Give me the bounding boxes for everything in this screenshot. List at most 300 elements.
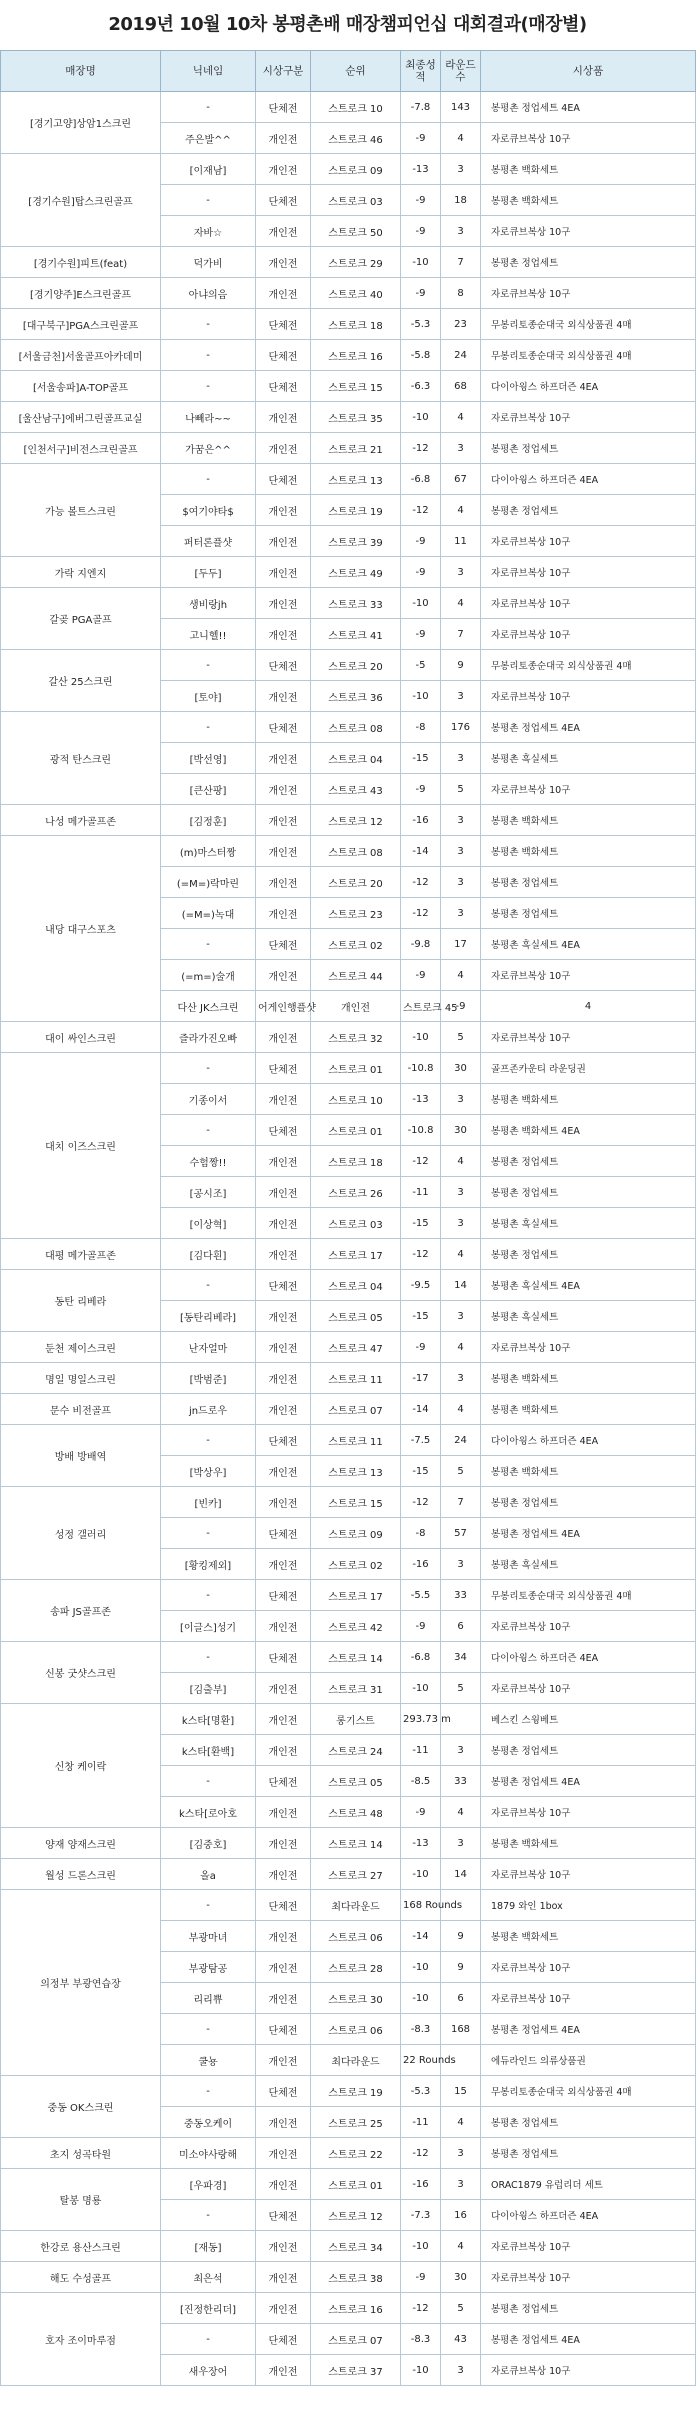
award-type-cell: 개인전 bbox=[256, 1084, 311, 1115]
rank-cell: 스트로크 43 bbox=[311, 774, 401, 805]
rounds-cell: 4 bbox=[481, 991, 696, 1022]
nickname-cell: k스타[로아호 bbox=[161, 1797, 256, 1828]
header-final-score: 최종성적 bbox=[401, 51, 441, 92]
table-row bbox=[1, 2169, 696, 2200]
nickname-cell: - bbox=[161, 1115, 256, 1146]
table-row bbox=[1, 1022, 696, 1053]
store-cell: 대평 메가골프존 bbox=[1, 1239, 161, 1270]
rank-cell: 스트로크 01 bbox=[311, 1115, 401, 1146]
rounds-cell: 3 bbox=[441, 216, 481, 247]
rank-cell: 스트로크 25 bbox=[311, 2107, 401, 2138]
score-cell: -8.3 bbox=[401, 2014, 441, 2045]
rank-cell: 스트로크 19 bbox=[311, 495, 401, 526]
rounds-cell: 3 bbox=[441, 154, 481, 185]
rank-cell: 스트로크 42 bbox=[311, 1611, 401, 1642]
nickname-cell: 기종이서 bbox=[161, 1084, 256, 1115]
score-cell: -7.3 bbox=[401, 2200, 441, 2231]
rounds-cell: 4 bbox=[441, 2107, 481, 2138]
nickname-cell: [김출부] bbox=[161, 1673, 256, 1704]
nickname-cell: - bbox=[161, 92, 256, 123]
prize-cell: 봉평촌 정업세트 bbox=[481, 1735, 696, 1766]
award-type-cell: 개인전 bbox=[256, 1921, 311, 1952]
nickname-cell: 나빼라~~ bbox=[161, 402, 256, 433]
rounds-cell: 9 bbox=[441, 1921, 481, 1952]
store-cell: 둔천 제이스크린 bbox=[1, 1332, 161, 1363]
rank-cell: 스트로크 33 bbox=[311, 588, 401, 619]
nickname-cell: k스타[명환] bbox=[161, 1704, 256, 1735]
table-row bbox=[1, 1394, 696, 1425]
nickname-cell: 덕가비 bbox=[161, 247, 256, 278]
score-cell: -9 bbox=[401, 1797, 441, 1828]
prize-cell: 봉평촌 백화세트 bbox=[481, 185, 696, 216]
score-cell: -10 bbox=[401, 1983, 441, 2014]
prize-cell: 무봉리토종순대국 외식상품권 4매 bbox=[481, 340, 696, 371]
award-type-cell: 단체전 bbox=[256, 185, 311, 216]
prize-cell: 자로큐브복상 10구 bbox=[481, 1332, 696, 1363]
header-rank: 순위 bbox=[311, 51, 401, 92]
award-type-cell: 개인전 bbox=[256, 1611, 311, 1642]
table-row bbox=[1, 712, 696, 743]
rounds-cell: 4 bbox=[441, 960, 481, 991]
rounds-cell: 30 bbox=[441, 1053, 481, 1084]
table-row bbox=[1, 340, 696, 371]
nickname-cell: [박상우] bbox=[161, 1456, 256, 1487]
nickname-cell: 쿨뇽 bbox=[161, 2045, 256, 2076]
store-cell: 대이 싸인스크린 bbox=[1, 1022, 161, 1053]
score-cell: -10 bbox=[401, 2355, 441, 2386]
prize-cell: 봉평촌 백화세트 bbox=[481, 1921, 696, 1952]
nickname-cell: 생비랑jh bbox=[161, 588, 256, 619]
rank-cell: 스트로크 15 bbox=[311, 1487, 401, 1518]
rounds-cell: 67 bbox=[441, 464, 481, 495]
rank-cell: 스트로크 23 bbox=[311, 898, 401, 929]
award-type-cell: 개인전 bbox=[256, 1208, 311, 1239]
rank-cell: 스트로크 49 bbox=[311, 557, 401, 588]
score-cell: -12 bbox=[401, 898, 441, 929]
score-cell: -5.8 bbox=[401, 340, 441, 371]
table-row bbox=[1, 1859, 696, 1890]
score-cell: -9 bbox=[401, 960, 441, 991]
rank-cell: 스트로크 02 bbox=[311, 1549, 401, 1580]
score-cell: -14 bbox=[401, 1394, 441, 1425]
table-body bbox=[1, 92, 696, 2386]
store-cell: 성정 갤러리 bbox=[1, 1487, 161, 1580]
score-cell: -12 bbox=[401, 1146, 441, 1177]
prize-cell: 자로큐브복상 10구 bbox=[481, 526, 696, 557]
rank-cell: 스트로크 35 bbox=[311, 402, 401, 433]
award-type-cell: 개인전 bbox=[256, 1735, 311, 1766]
award-type-cell: 개인전 bbox=[256, 526, 311, 557]
table-row bbox=[1, 2262, 696, 2293]
rank-cell: 스트로크 26 bbox=[311, 1177, 401, 1208]
award-type-cell: 단체전 bbox=[256, 2076, 311, 2107]
nickname-cell: 가꿈은^^ bbox=[161, 433, 256, 464]
award-type-cell: 단체전 bbox=[256, 650, 311, 681]
score-cell: -9 bbox=[401, 123, 441, 154]
award-type-cell: 개인전 bbox=[256, 1549, 311, 1580]
table-row bbox=[1, 836, 696, 867]
rounds-cell: 3 bbox=[441, 433, 481, 464]
prize-cell: 봉평촌 백화세트 bbox=[481, 805, 696, 836]
rounds-cell: 3 bbox=[441, 1549, 481, 1580]
award-type-cell: 개인전 bbox=[256, 1022, 311, 1053]
nickname-cell: [황킹제외] bbox=[161, 1549, 256, 1580]
nickname-cell: [김정훈] bbox=[161, 805, 256, 836]
award-type-cell: 개인전 bbox=[256, 1487, 311, 1518]
award-type-cell: 단체전 bbox=[256, 712, 311, 743]
score-cell: -8.3 bbox=[401, 2324, 441, 2355]
table-row bbox=[1, 371, 696, 402]
rank-cell: 스트로크 07 bbox=[311, 2324, 401, 2355]
nickname-cell: [이상혁] bbox=[161, 1208, 256, 1239]
prize-cell: 자로큐브복상 10구 bbox=[481, 2262, 696, 2293]
prize-cell: 자로큐브복상 10구 bbox=[481, 774, 696, 805]
prize-cell: 봉평촌 정업세트 bbox=[481, 433, 696, 464]
award-type-cell: 개인전 bbox=[256, 2138, 311, 2169]
header-round-count: 라운드수 bbox=[441, 51, 481, 92]
score-cell: -9.5 bbox=[401, 1270, 441, 1301]
rank-cell: 스트로크 14 bbox=[311, 1642, 401, 1673]
rank-cell: 스트로크 10 bbox=[311, 92, 401, 123]
rank-cell: 스트로크 06 bbox=[311, 2014, 401, 2045]
score-cell: -9 bbox=[401, 278, 441, 309]
award-type-cell: 개인전 bbox=[256, 2293, 311, 2324]
rank-cell: 스트로크 02 bbox=[311, 929, 401, 960]
score-cell: -8 bbox=[401, 1518, 441, 1549]
nickname-cell: 주은발^^ bbox=[161, 123, 256, 154]
score-cell: -5.3 bbox=[401, 309, 441, 340]
nickname-cell: (m)마스터짱 bbox=[161, 836, 256, 867]
nickname-cell: jn드로우 bbox=[161, 1394, 256, 1425]
rounds-cell: 3 bbox=[441, 557, 481, 588]
nickname-cell: 부광마녀 bbox=[161, 1921, 256, 1952]
rank-cell: 롱기스트 bbox=[311, 1704, 401, 1735]
store-cell: [울산남구]에버그린골프교실 bbox=[1, 402, 161, 433]
prize-cell: 자로큐브복상 10구 bbox=[481, 588, 696, 619]
store-cell: 명일 명일스크린 bbox=[1, 1363, 161, 1394]
score-cell: -15 bbox=[401, 1456, 441, 1487]
score-cell: -10 bbox=[401, 2231, 441, 2262]
prize-cell: 자로큐브복상 10구 bbox=[481, 2231, 696, 2262]
rounds-cell: 3 bbox=[441, 1084, 481, 1115]
prize-cell: 봉평촌 정업세트 bbox=[481, 898, 696, 929]
score-cell: -5.5 bbox=[401, 1580, 441, 1611]
award-type-cell: 개인전 bbox=[256, 495, 311, 526]
prize-cell: 다이아윙스 하프더즌 4EA bbox=[481, 2200, 696, 2231]
prize-cell: 자로큐브복상 10구 bbox=[481, 1022, 696, 1053]
table-header-row bbox=[1, 51, 696, 92]
rank-cell: 스트로크 20 bbox=[311, 867, 401, 898]
store-cell: 가능 볼트스크린 bbox=[1, 464, 161, 557]
rounds-cell: 3 bbox=[441, 1177, 481, 1208]
award-type-cell: 개인전 bbox=[256, 1983, 311, 2014]
nickname-cell: - bbox=[161, 2014, 256, 2045]
store-cell: 초지 성곡타원 bbox=[1, 2138, 161, 2169]
table-row bbox=[1, 2231, 696, 2262]
rank-cell: 스트로크 38 bbox=[311, 2262, 401, 2293]
store-cell: 신창 케이락 bbox=[1, 1704, 161, 1828]
score-cell: 168 Rounds bbox=[401, 1890, 441, 1921]
prize-cell: 무봉리토종순대국 외식상품권 4매 bbox=[481, 1580, 696, 1611]
award-type-cell: 개인전 bbox=[256, 1239, 311, 1270]
rounds-cell: 3 bbox=[441, 1828, 481, 1859]
nickname-cell: - bbox=[161, 1518, 256, 1549]
award-type-cell: 단체전 bbox=[256, 464, 311, 495]
rounds-cell: 143 bbox=[441, 92, 481, 123]
table-row bbox=[1, 1704, 696, 1735]
award-type-cell: 개인전 bbox=[256, 2355, 311, 2386]
nickname-cell: 리리쀼 bbox=[161, 1983, 256, 2014]
nickname-cell: 자바☆ bbox=[161, 216, 256, 247]
header-store: 매장명 bbox=[1, 51, 161, 92]
store-cell: 갈곶 PGA골프 bbox=[1, 588, 161, 650]
nickname-cell: [김다흰] bbox=[161, 1239, 256, 1270]
award-type-cell: 개인전 bbox=[256, 588, 311, 619]
prize-cell: 다이아윙스 하프더즌 4EA bbox=[481, 371, 696, 402]
nickname-cell: (=m=)술개 bbox=[161, 960, 256, 991]
award-type-cell: 단체전 bbox=[256, 929, 311, 960]
award-type-cell: 단체전 bbox=[256, 1766, 311, 1797]
award-type-cell: 단체전 bbox=[256, 1115, 311, 1146]
rank-cell: 스트로크 07 bbox=[311, 1394, 401, 1425]
prize-cell: 에듀라인드 의류상품권 bbox=[481, 2045, 696, 2076]
rounds-cell: 8 bbox=[441, 278, 481, 309]
rounds-cell: 5 bbox=[441, 774, 481, 805]
store-cell: 해도 수성골프 bbox=[1, 2262, 161, 2293]
prize-cell: 봉평촌 백화세트 bbox=[481, 154, 696, 185]
table-row bbox=[1, 1425, 696, 1456]
prize-cell: 봉평촌 백화세트 4EA bbox=[481, 1115, 696, 1146]
store-cell: [인천서구]비전스크린골프 bbox=[1, 433, 161, 464]
rounds-cell: 5 bbox=[441, 1456, 481, 1487]
score-cell: -6.3 bbox=[401, 371, 441, 402]
rank-cell: 스트로크 12 bbox=[311, 805, 401, 836]
rank-cell: 스트로크 48 bbox=[311, 1797, 401, 1828]
score-cell: -10 bbox=[401, 1022, 441, 1053]
score-cell: -15 bbox=[401, 1301, 441, 1332]
rank-cell: 스트로크 10 bbox=[311, 1084, 401, 1115]
score-cell: -10 bbox=[401, 247, 441, 278]
table-row bbox=[1, 557, 696, 588]
prize-cell: 봉평촌 정업세트 bbox=[481, 1177, 696, 1208]
nickname-cell: 수험짱!! bbox=[161, 1146, 256, 1177]
rounds-cell: 4 bbox=[441, 495, 481, 526]
rank-cell: 스트로크 27 bbox=[311, 1859, 401, 1890]
nickname-cell: 부광탐공 bbox=[161, 1952, 256, 1983]
prize-cell: 봉평촌 흑실세트 4EA bbox=[481, 1270, 696, 1301]
award-type-cell: 개인전 bbox=[256, 2169, 311, 2200]
nickname-cell: - bbox=[161, 1890, 256, 1921]
table-row bbox=[1, 588, 696, 619]
prize-cell: 봉평촌 정업세트 bbox=[481, 1487, 696, 1518]
rounds-cell: 4 bbox=[441, 588, 481, 619]
rounds-cell: 3 bbox=[441, 2138, 481, 2169]
prize-cell: 다이아윙스 하프더즌 4EA bbox=[481, 1425, 696, 1456]
prize-cell: 봉평촌 정업세트 bbox=[481, 867, 696, 898]
nickname-cell: [이재남] bbox=[161, 154, 256, 185]
rank-cell: 스트로크 31 bbox=[311, 1673, 401, 1704]
nickname-cell: k스타[환백] bbox=[161, 1735, 256, 1766]
award-type-cell: 단체전 bbox=[256, 1518, 311, 1549]
nickname-cell: - bbox=[161, 309, 256, 340]
nickname-cell: 미소야사랑해 bbox=[161, 2138, 256, 2169]
rank-cell: 스트로크 39 bbox=[311, 526, 401, 557]
score-cell: -16 bbox=[401, 2169, 441, 2200]
rounds-cell: 16 bbox=[441, 2200, 481, 2231]
prize-cell: 봉평촌 정업세트 4EA bbox=[481, 1518, 696, 1549]
nickname-cell: [빈카] bbox=[161, 1487, 256, 1518]
award-type-cell: 개인전 bbox=[256, 898, 311, 929]
prize-cell: 자로큐브복상 10구 bbox=[481, 2355, 696, 2386]
store-cell: 나성 메가골프존 bbox=[1, 805, 161, 836]
score-cell: -10 bbox=[401, 1859, 441, 1890]
nickname-cell: - bbox=[161, 650, 256, 681]
rank-cell: 스트로크 03 bbox=[311, 185, 401, 216]
prize-cell: 자로큐브복상 10구 bbox=[481, 557, 696, 588]
prize-cell: 자로큐브복상 10구 bbox=[481, 1859, 696, 1890]
nickname-cell: 난자얼마 bbox=[161, 1332, 256, 1363]
prize-cell: ORAC1879 유럽리더 세트 bbox=[481, 2169, 696, 2200]
award-type-cell: 개인전 bbox=[311, 991, 401, 1022]
store-cell: [서울금천]서울골프아카데미 bbox=[1, 340, 161, 371]
nickname-cell: - bbox=[161, 2324, 256, 2355]
prize-cell: 봉평촌 정업세트 4EA bbox=[481, 92, 696, 123]
score-cell: -6.8 bbox=[401, 1642, 441, 1673]
nickname-cell: - bbox=[161, 929, 256, 960]
score-cell: -10.8 bbox=[401, 1053, 441, 1084]
score-cell: -9 bbox=[441, 991, 481, 1022]
score-cell: -9 bbox=[401, 216, 441, 247]
rank-cell: 스트로크 13 bbox=[311, 464, 401, 495]
store-cell: [서울송파]A-TOP골프 bbox=[1, 371, 161, 402]
rank-cell: 스트로크 24 bbox=[311, 1735, 401, 1766]
prize-cell: 봉평촌 정업세트 4EA bbox=[481, 2324, 696, 2355]
award-type-cell: 개인전 bbox=[256, 1828, 311, 1859]
score-cell: -16 bbox=[401, 1549, 441, 1580]
score-cell: 293.73 m bbox=[401, 1704, 441, 1735]
nickname-cell: 어게인행플샷 bbox=[256, 991, 311, 1022]
prize-cell: 자로큐브복상 10구 bbox=[481, 278, 696, 309]
nickname-cell: [재동] bbox=[161, 2231, 256, 2262]
award-type-cell: 개인전 bbox=[256, 433, 311, 464]
table-row bbox=[1, 650, 696, 681]
rank-cell: 최다라운드 bbox=[311, 1890, 401, 1921]
award-type-cell: 단체전 bbox=[256, 92, 311, 123]
nickname-cell: [박선영] bbox=[161, 743, 256, 774]
nickname-cell: [토야] bbox=[161, 681, 256, 712]
award-type-cell: 개인전 bbox=[256, 2045, 311, 2076]
header-award-type: 시상구분 bbox=[256, 51, 311, 92]
nickname-cell: [공시조] bbox=[161, 1177, 256, 1208]
table-row bbox=[1, 278, 696, 309]
rounds-cell: 9 bbox=[441, 1952, 481, 1983]
prize-cell: 자로큐브복상 10구 bbox=[481, 619, 696, 650]
store-cell: 방배 방배역 bbox=[1, 1425, 161, 1487]
store-cell: 신봉 굿샷스크린 bbox=[1, 1642, 161, 1704]
award-type-cell: 개인전 bbox=[256, 557, 311, 588]
score-cell: -14 bbox=[401, 1921, 441, 1952]
rounds-cell: 4 bbox=[441, 1239, 481, 1270]
rank-cell: 스트로크 32 bbox=[311, 1022, 401, 1053]
nickname-cell: [우파경] bbox=[161, 2169, 256, 2200]
award-type-cell: 단체전 bbox=[256, 2324, 311, 2355]
award-type-cell: 개인전 bbox=[256, 1952, 311, 1983]
award-type-cell: 개인전 bbox=[256, 247, 311, 278]
score-cell: -10 bbox=[401, 588, 441, 619]
store-cell: 광적 탄스크린 bbox=[1, 712, 161, 805]
prize-cell: 자로큐브복상 10구 bbox=[481, 1797, 696, 1828]
prize-cell: 봉평촌 백화세트 bbox=[481, 1828, 696, 1859]
table-row bbox=[1, 1642, 696, 1673]
nickname-cell: [김중호] bbox=[161, 1828, 256, 1859]
rank-cell: 스트로크 21 bbox=[311, 433, 401, 464]
score-cell: -10 bbox=[401, 1673, 441, 1704]
rounds-cell: 11 bbox=[441, 526, 481, 557]
table-row bbox=[1, 464, 696, 495]
score-cell: -12 bbox=[401, 2138, 441, 2169]
rounds-cell: 4 bbox=[441, 123, 481, 154]
nickname-cell: - bbox=[161, 1425, 256, 1456]
rank-cell: 스트로크 06 bbox=[311, 1921, 401, 1952]
rounds-cell: 7 bbox=[441, 619, 481, 650]
rounds-cell: 15 bbox=[441, 2076, 481, 2107]
score-cell: -13 bbox=[401, 154, 441, 185]
prize-cell: 자로큐브복상 10구 bbox=[481, 960, 696, 991]
prize-cell: 봉평촌 백화세트 bbox=[481, 1084, 696, 1115]
rounds-cell: 24 bbox=[441, 1425, 481, 1456]
rank-cell: 스트로크 05 bbox=[311, 1301, 401, 1332]
nickname-cell: 최은석 bbox=[161, 2262, 256, 2293]
rounds-cell: 24 bbox=[441, 340, 481, 371]
score-cell: -9.8 bbox=[401, 929, 441, 960]
score-cell: -11 bbox=[401, 1177, 441, 1208]
score-cell: -11 bbox=[401, 2107, 441, 2138]
nickname-cell: - bbox=[161, 712, 256, 743]
store-cell: 가락 지엔지 bbox=[1, 557, 161, 588]
score-cell: -9 bbox=[401, 185, 441, 216]
score-cell: -17 bbox=[401, 1363, 441, 1394]
score-cell: -14 bbox=[401, 836, 441, 867]
table-row bbox=[1, 2076, 696, 2107]
award-type-cell: 개인전 bbox=[256, 278, 311, 309]
nickname-cell: [박범준] bbox=[161, 1363, 256, 1394]
table-row bbox=[1, 1332, 696, 1363]
table-row bbox=[1, 1828, 696, 1859]
table-row bbox=[1, 1270, 696, 1301]
nickname-cell: [이글스]성기 bbox=[161, 1611, 256, 1642]
rounds-cell: 34 bbox=[441, 1642, 481, 1673]
rank-cell: 스트로크 04 bbox=[311, 1270, 401, 1301]
score-cell: -9 bbox=[401, 774, 441, 805]
prize-cell: 봉평촌 정업세트 bbox=[481, 1239, 696, 1270]
prize-cell: 봉평촌 정업세트 4EA bbox=[481, 2014, 696, 2045]
score-cell: -9 bbox=[401, 557, 441, 588]
score-cell: -8 bbox=[401, 712, 441, 743]
score-cell: -9 bbox=[401, 1611, 441, 1642]
rounds-cell: 3 bbox=[441, 2355, 481, 2386]
nickname-cell: - bbox=[161, 464, 256, 495]
rounds-cell: 3 bbox=[441, 1363, 481, 1394]
prize-cell: 봉평촌 정업세트 bbox=[481, 247, 696, 278]
store-cell: 내당 대구스포츠 bbox=[1, 836, 161, 1022]
rank-cell: 스트로크 09 bbox=[311, 1518, 401, 1549]
nickname-cell: - bbox=[161, 1642, 256, 1673]
rounds-cell: 3 bbox=[441, 898, 481, 929]
table-row bbox=[1, 1580, 696, 1611]
prize-cell: 봉평촌 정업세트 4EA bbox=[481, 1766, 696, 1797]
award-type-cell: 개인전 bbox=[256, 1859, 311, 1890]
nickname-cell: - bbox=[161, 2200, 256, 2231]
